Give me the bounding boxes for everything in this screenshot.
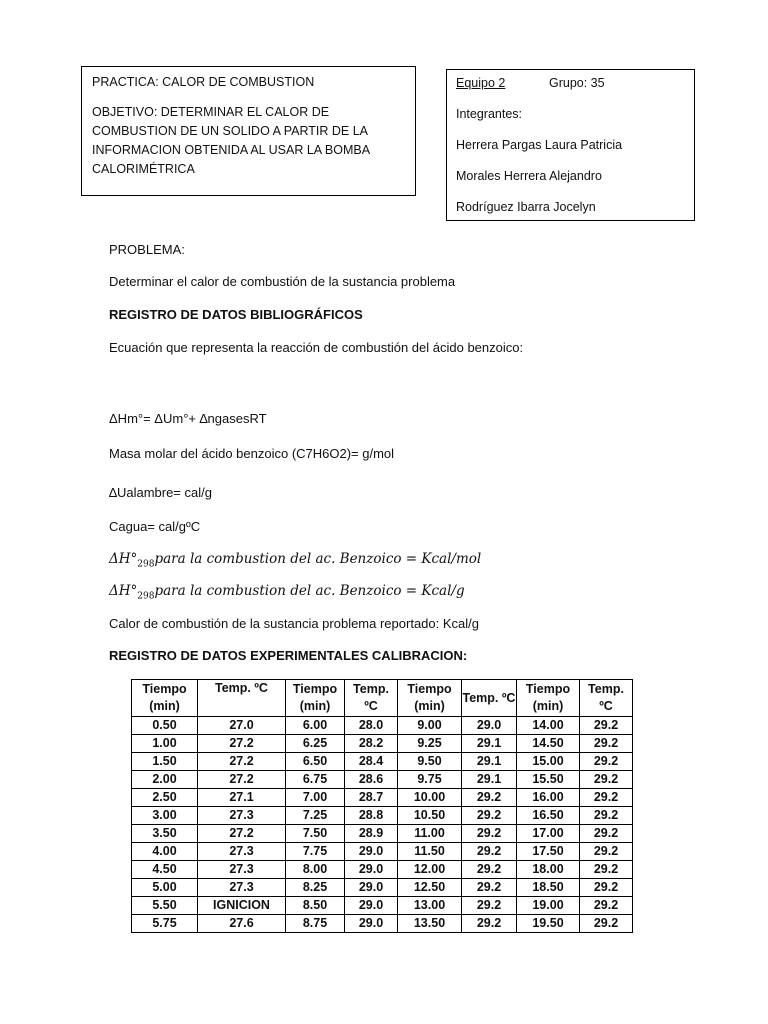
time-cell: 15.50 [517,771,580,789]
temp-cell: 27.2 [198,771,286,789]
time-cell: 19.50 [517,915,580,933]
wire-energy-line: ∆Ualambre= cal/g [109,485,212,500]
temp-cell: 27.1 [198,789,286,807]
temp-cell: 28.4 [345,753,398,771]
temp-cell: 29.2 [462,915,517,933]
team-label: Equipo 2 [456,76,506,90]
temp-cell: 29.2 [580,771,633,789]
table-row [132,807,633,825]
time-cell: 17.50 [517,843,580,861]
temp-cell: 29.2 [580,753,633,771]
time-cell: 8.75 [286,915,345,933]
temp-cell: 28.7 [345,789,398,807]
temp-cell: 29.2 [462,789,517,807]
temp-cell: 28.6 [345,771,398,789]
time-cell: 5.00 [132,879,198,897]
temp-cell: 29.2 [580,861,633,879]
table-row [132,915,633,933]
time-cell: 7.50 [286,825,345,843]
temp-cell: 28.0 [345,717,398,735]
time-cell: 5.75 [132,915,198,933]
reported-heat-line: Calor de combustión de la sustancia problema reportado: Kcal/g [109,616,479,631]
header-temp: Temp. ºC [462,680,517,717]
time-cell: 18.00 [517,861,580,879]
time-cell: 11.50 [398,843,462,861]
temp-cell: 28.2 [345,735,398,753]
temp-cell: 29.2 [580,843,633,861]
temp-cell: 29.2 [580,825,633,843]
time-cell: 3.50 [132,825,198,843]
time-cell: 17.00 [517,825,580,843]
practice-info-box [81,66,416,196]
table-row [132,771,633,789]
time-cell: 1.50 [132,753,198,771]
table-row [132,843,633,861]
header-time: Tiempo (min) [398,680,462,717]
temp-cell: 27.3 [198,861,286,879]
time-cell: 9.25 [398,735,462,753]
temp-cell: 29.2 [462,897,517,915]
time-cell: 8.25 [286,879,345,897]
time-cell: 4.50 [132,861,198,879]
time-cell: 12.00 [398,861,462,879]
time-cell: 2.00 [132,771,198,789]
time-cell: 8.50 [286,897,345,915]
problem-heading: PROBLEMA: [109,242,185,257]
time-cell: 18.50 [517,879,580,897]
header-temp: Temp. ºC [198,680,286,717]
temp-cell: 29.2 [462,843,517,861]
temp-cell: 29.0 [345,879,398,897]
temp-cell: 29.2 [462,861,517,879]
temp-cell: 27.2 [198,825,286,843]
equation-label: Ecuación que representa la reacción de combustión del ácido benzoico: [109,340,524,355]
temp-cell: 29.2 [580,879,633,897]
time-cell: 9.00 [398,717,462,735]
header-time: Tiempo (min) [517,680,580,717]
time-cell: 5.50 [132,897,198,915]
calibration-data-table [131,679,633,933]
time-cell: 6.75 [286,771,345,789]
header-time: Tiempo (min) [132,680,198,717]
time-cell: 0.50 [132,717,198,735]
time-cell: 9.75 [398,771,462,789]
member-2: Morales Herrera Alejandro [456,169,602,183]
member-1: Herrera Pargas Laura Patricia [456,138,623,152]
temp-cell: 27.0 [198,717,286,735]
table-row [132,753,633,771]
temp-cell: IGNICION [198,897,286,915]
delta-h-relation: ΔHm°= ΔUm°+ ∆ngasesRT [109,411,267,426]
table-row [132,825,633,843]
enthalpy-formula-mol: $\Delta H^\circ_{298}para$ la combustion del ac. Benzoico = Kcal/mol [109,551,482,570]
time-cell: 7.25 [286,807,345,825]
time-cell: 8.00 [286,861,345,879]
temp-cell: 27.6 [198,915,286,933]
table-row [132,897,633,915]
time-cell: 13.50 [398,915,462,933]
time-cell: 7.75 [286,843,345,861]
time-cell: 7.00 [286,789,345,807]
time-cell: 16.50 [517,807,580,825]
temp-cell: 29.2 [580,717,633,735]
temp-cell: 27.2 [198,753,286,771]
time-cell: 3.00 [132,807,198,825]
temp-cell: 29.0 [345,843,398,861]
temp-cell: 29.1 [462,771,517,789]
temp-cell: 29.2 [580,735,633,753]
header-temp: Temp. ºC [580,680,633,717]
team-info-box [446,69,695,221]
time-cell: 6.50 [286,753,345,771]
temp-cell: 27.2 [198,735,286,753]
practice-title: PRACTICA: CALOR DE COMBUSTION [92,75,315,89]
group-label: Grupo: 35 [549,76,605,90]
table-row [132,735,633,753]
time-cell: 12.50 [398,879,462,897]
table-row [132,879,633,897]
temp-cell: 29.2 [580,789,633,807]
header-temp: Temp. ºC [345,680,398,717]
temp-cell: 27.3 [198,879,286,897]
time-cell: 9.50 [398,753,462,771]
temp-cell: 29.2 [580,807,633,825]
time-cell: 4.00 [132,843,198,861]
time-cell: 15.00 [517,753,580,771]
time-cell: 11.00 [398,825,462,843]
time-cell: 1.00 [132,735,198,753]
members-label: Integrantes: [456,107,523,121]
member-3: Rodríguez Ibarra Jocelyn [456,200,596,214]
temp-cell: 29.2 [462,879,517,897]
bibliographic-heading: REGISTRO DE DATOS BIBLIOGRÁFICOS [109,307,363,322]
time-cell: 14.00 [517,717,580,735]
time-cell: 14.50 [517,735,580,753]
time-cell: 10.00 [398,789,462,807]
time-cell: 13.00 [398,897,462,915]
time-cell: 19.00 [517,897,580,915]
table-row [132,789,633,807]
temp-cell: 29.0 [345,861,398,879]
temp-cell: 29.0 [345,897,398,915]
objective-text: OBJETIVO: DETERMINAR EL CALOR DE COMBUSTION DE UN SOLIDO A PARTIR DE LA INFORMACION OBTENIDA AL USAR LA BOMBA CALORIMÉTRICA [92,105,370,176]
temp-cell: 27.3 [198,843,286,861]
water-capacity-line: Cagua= cal/gºC [109,519,201,534]
temp-cell: 29.0 [345,915,398,933]
temp-cell: 28.9 [345,825,398,843]
temp-cell: 29.2 [580,915,633,933]
temp-cell: 29.1 [462,735,517,753]
enthalpy-formula-g: $\Delta H^\circ_{298}para$ la combustion del ac. Benzoico = Kcal/g [109,583,465,602]
time-cell: 6.00 [286,717,345,735]
time-cell: 6.25 [286,735,345,753]
table-header-row [132,680,633,717]
temp-cell: 29.2 [462,825,517,843]
temp-cell: 29.2 [580,897,633,915]
molar-mass-line: Masa molar del ácido benzoico (C7H6O2)= g/mol [109,446,395,461]
temp-cell: 29.1 [462,753,517,771]
temp-cell: 29.0 [462,717,517,735]
table-row [132,717,633,735]
table-row [132,861,633,879]
temp-cell: 27.3 [198,807,286,825]
problem-text: Determinar el calor de combustión de la sustancia problema [109,274,456,289]
time-cell: 2.50 [132,789,198,807]
experimental-heading: REGISTRO DE DATOS EXPERIMENTALES CALIBRACION: [109,648,468,663]
temp-cell: 28.8 [345,807,398,825]
time-cell: 10.50 [398,807,462,825]
header-time: Tiempo (min) [286,680,345,717]
time-cell: 16.00 [517,789,580,807]
temp-cell: 29.2 [462,807,517,825]
